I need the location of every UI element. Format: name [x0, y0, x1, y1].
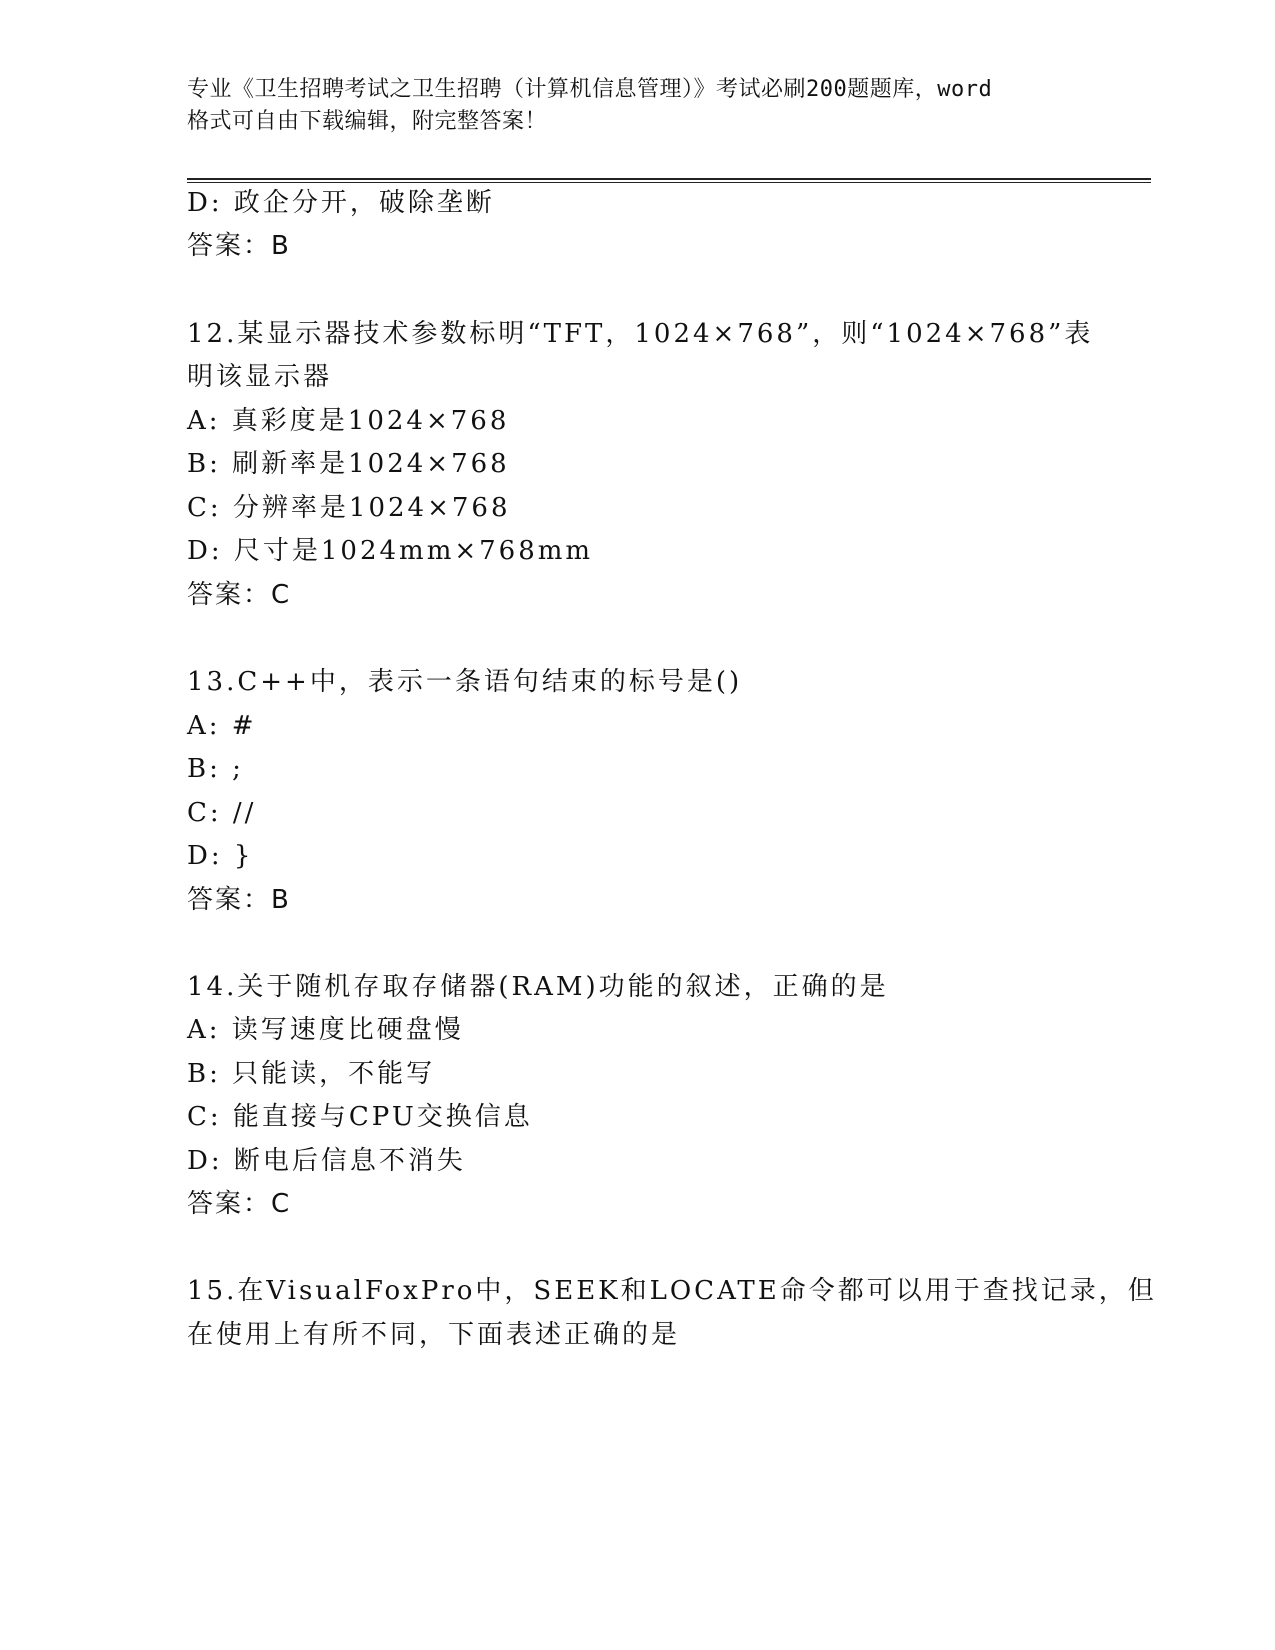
q15-stem-line-1: 15.在VisualFoxPro中，SEEK和LOCATE命令都可以用于查找记录，但 [187, 1276, 1157, 1306]
q11-option-d: D: 政企分开，破除垄断 [187, 188, 495, 218]
q12-stem-line-2: 明该显示器 [187, 362, 333, 392]
q12-answer: 答案：C [187, 580, 292, 610]
q14-option-d: D: 断电后信息不消失 [187, 1146, 466, 1176]
q11-answer: 答案：B [187, 231, 291, 261]
q13-answer: 答案：B [187, 885, 291, 915]
q12-stem-line-1: 12.某显示器技术参数标明“TFT，1024×768”，则“1024×768”表 [187, 319, 1094, 349]
header-divider-thick [187, 178, 1151, 180]
q14-stem: 14.关于随机存取存储器(RAM)功能的叙述，正确的是 [187, 972, 889, 1002]
header-title-line-2: 格式可自由下载编辑，附完整答案！ [187, 109, 548, 134]
header-divider-thin [187, 182, 1151, 183]
q15-stem-line-2: 在使用上有所不同，下面表述正确的是 [187, 1320, 681, 1350]
q14-option-b: B: 只能读，不能写 [187, 1059, 436, 1089]
q13-stem: 13.C++中，表示一条语句结束的标号是() [187, 667, 743, 697]
q13-option-c: C: // [187, 798, 257, 828]
q14-answer: 答案：C [187, 1189, 292, 1219]
q14-option-c: C: 能直接与CPU交换信息 [187, 1102, 533, 1132]
q12-option-b: B: 刷新率是1024×768 [187, 449, 510, 479]
header-title-line-1: 专业《卫生招聘考试之卫生招聘（计算机信息管理）》考试必刷200题题库，word [187, 77, 993, 102]
q13-option-b: B: ; [187, 754, 244, 784]
q13-option-d: D: } [187, 841, 254, 871]
q14-option-a: A: 读写速度比硬盘慢 [187, 1015, 464, 1045]
q13-option-a: A: # [187, 711, 257, 741]
q12-option-d: D: 尺寸是1024mm×768mm [187, 536, 594, 566]
q12-option-c: C: 分辨率是1024×768 [187, 493, 511, 523]
q12-option-a: A: 真彩度是1024×768 [187, 406, 510, 436]
document-header [187, 74, 1087, 138]
